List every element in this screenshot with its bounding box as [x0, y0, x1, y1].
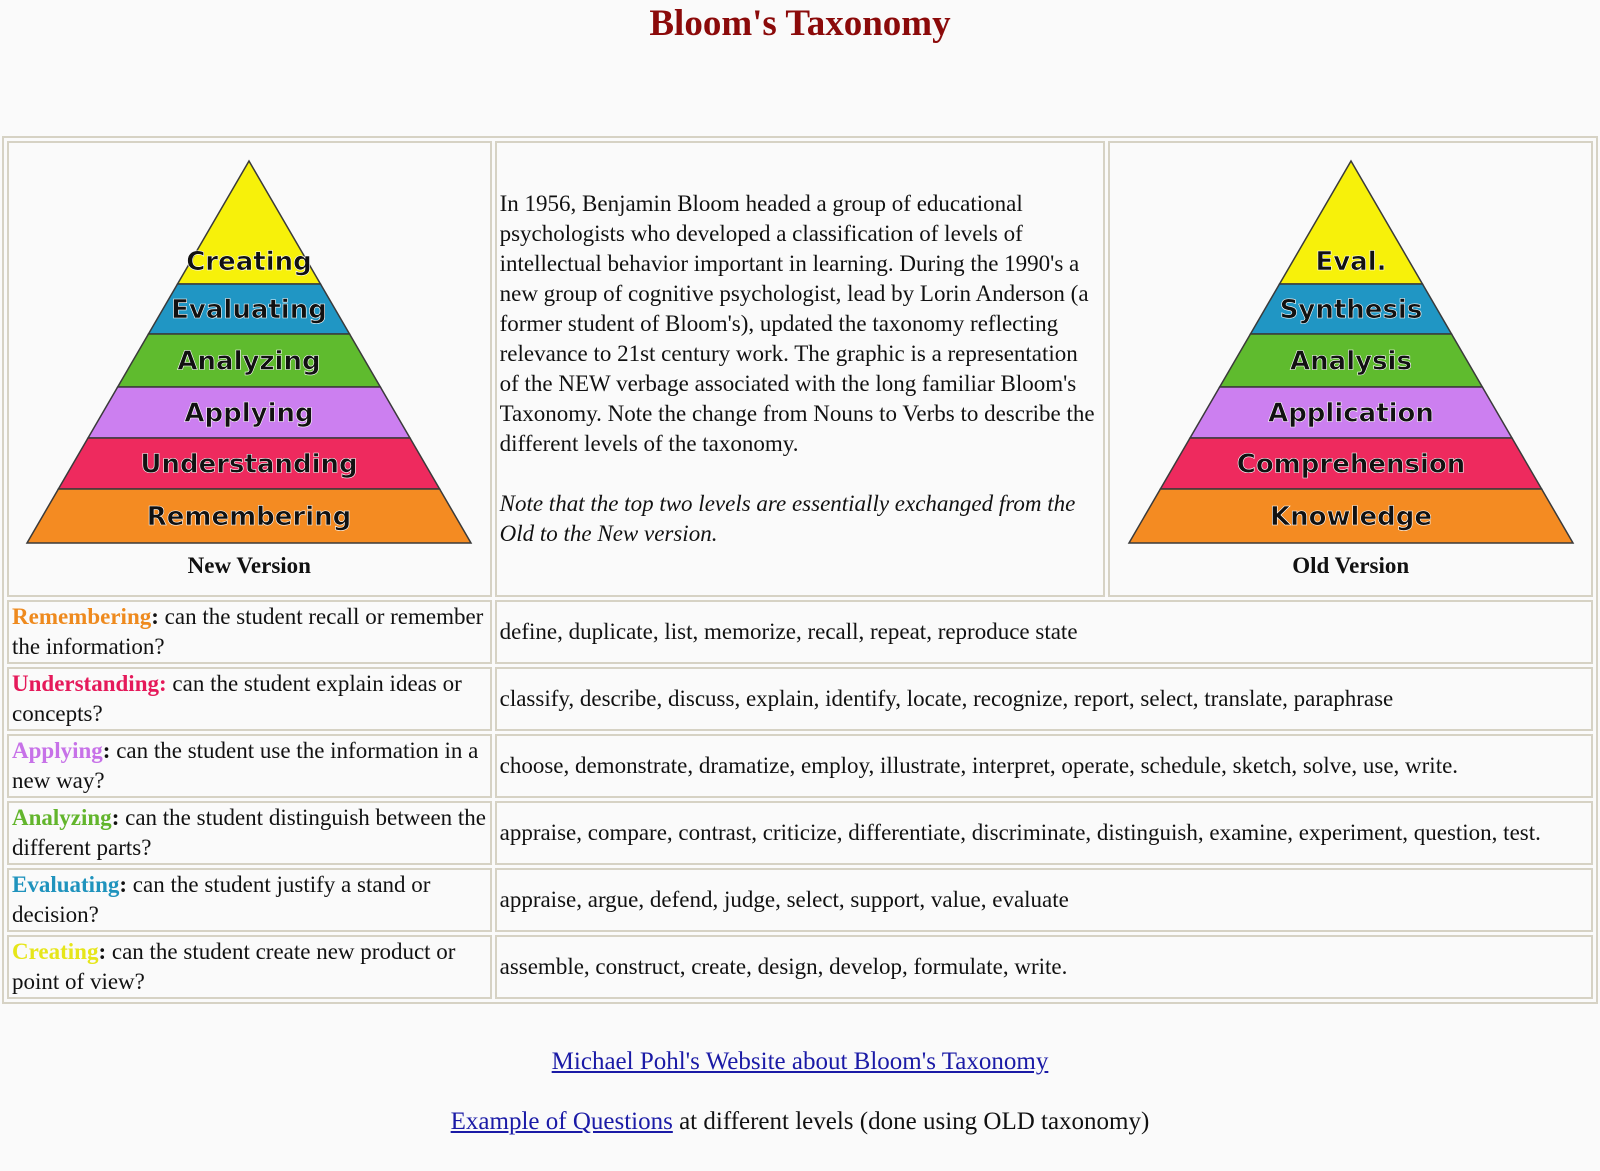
- level-question: can the student create new product or point of view?: [12, 939, 456, 994]
- level-verbs: appraise, compare, contrast, criticize, differentiate, discriminate, distinguish, examine, experiment, question, test.: [495, 801, 1593, 865]
- old-version-pyramid: [1121, 159, 1581, 551]
- level-verbs: define, duplicate, list, memorize, recall, repeat, reproduce state: [495, 600, 1593, 664]
- example-questions-link[interactable]: Example of Questions: [450, 1108, 673, 1135]
- pohl-link-line: [0, 1047, 1600, 1077]
- intro-cell: [495, 141, 1106, 597]
- level-verbs: assemble, construct, create, design, develop, formulate, write.: [495, 935, 1593, 999]
- old-pyramid-label-1: Synthesis: [1279, 295, 1422, 325]
- questions-link-suffix: at different levels (done using OLD taxonomy): [672, 1108, 1150, 1135]
- intro-note: Note that the top two levels are essentially exchanged from the Old to the New version.: [499, 491, 1076, 546]
- old-pyramid-label-3: Application: [1267, 398, 1434, 429]
- level-description: Creating: can the student create new product or point of view?: [7, 935, 492, 999]
- level-term-analyzing: Analyzing: [12, 805, 112, 830]
- level-description: Analyzing: can the student distinguish between the different parts?: [7, 801, 492, 865]
- level-term-evaluating: Evaluating: [12, 872, 120, 897]
- new-pyramid-label-4: Understanding: [140, 449, 358, 480]
- new-version-cell: [7, 141, 492, 597]
- old-pyramid-label-5: Knowledge: [1269, 502, 1432, 532]
- level-term-understanding: Understanding:: [12, 671, 167, 696]
- new-pyramid-label-1: Evaluating: [171, 295, 328, 325]
- new-pyramid-label-5: Remembering: [147, 502, 352, 532]
- new-pyramid-label-0: Creating: [186, 247, 313, 277]
- level-row-remembering: [7, 600, 1593, 664]
- new-pyramid-label-2: Analyzing: [177, 346, 321, 377]
- level-question: can the student distinguish between the different parts?: [12, 805, 487, 860]
- questions-link-line: [0, 1107, 1600, 1137]
- old-pyramid-label-4: Comprehension: [1236, 449, 1465, 480]
- old-version-caption: Old Version: [1292, 553, 1410, 578]
- level-row-creating: [7, 935, 1593, 999]
- pohl-website-link[interactable]: Michael Pohl's Website about Bloom's Taxonomy: [551, 1048, 1049, 1075]
- level-row-applying: [7, 734, 1593, 798]
- level-term-remembering: Remembering: [12, 604, 152, 629]
- level-question: can the student explain ideas or concepts?: [12, 671, 462, 726]
- level-verbs: choose, demonstrate, dramatize, employ, illustrate, interpret, operate, schedule, sketch, solve, use, write.: [495, 734, 1593, 798]
- level-row-analyzing: [7, 801, 1593, 865]
- level-description: Remembering: can the student recall or remember the information?: [7, 600, 492, 664]
- page-title: Bloom's Taxonomy: [649, 3, 951, 44]
- level-description: Applying: can the student use the information in a new way?: [7, 734, 492, 798]
- level-verbs: classify, describe, discuss, explain, identify, locate, recognize, report, select, translate, paraphrase: [495, 667, 1593, 731]
- new-version-caption: New Version: [187, 553, 311, 578]
- new-pyramid-label-3: Applying: [184, 398, 314, 429]
- taxonomy-table: [2, 136, 1598, 1004]
- level-question: can the student justify a stand or decision?: [12, 872, 431, 927]
- new-version-pyramid: [19, 159, 479, 551]
- level-row-understanding: [7, 667, 1593, 731]
- level-question: can the student use the information in a new way?: [12, 738, 479, 793]
- old-pyramid-label-0: Eval.: [1315, 247, 1387, 277]
- level-verbs: appraise, argue, defend, judge, select, support, value, evaluate: [495, 868, 1593, 932]
- level-row-evaluating: [7, 868, 1593, 932]
- level-description: Evaluating: can the student justify a stand or decision?: [7, 868, 492, 932]
- level-description: [7, 667, 492, 731]
- intro-paragraph: In 1956, Benjamin Bloom headed a group of educational psychologists who developed a classification of levels of intellectual behavior important in learning. During the 1990's a new group of cognitive psychologist, lead by Lorin Anderson (a former student of Bloom's), updated the taxonomy reflecting relevance to 21st century work. The graphic is a representation of the NEW verbage associated with the long familiar Bloom's Taxonomy. Note the change from Nouns to Verbs to describe the different levels of the taxonomy.: [499, 191, 1095, 456]
- level-term-creating: Creating: [12, 939, 99, 964]
- level-question: can the student recall or remember the information?: [12, 604, 484, 659]
- level-term-applying: Applying: [12, 738, 103, 763]
- old-pyramid-label-2: Analysis: [1289, 346, 1412, 377]
- header-row: [7, 141, 1593, 597]
- old-version-cell: [1108, 141, 1593, 597]
